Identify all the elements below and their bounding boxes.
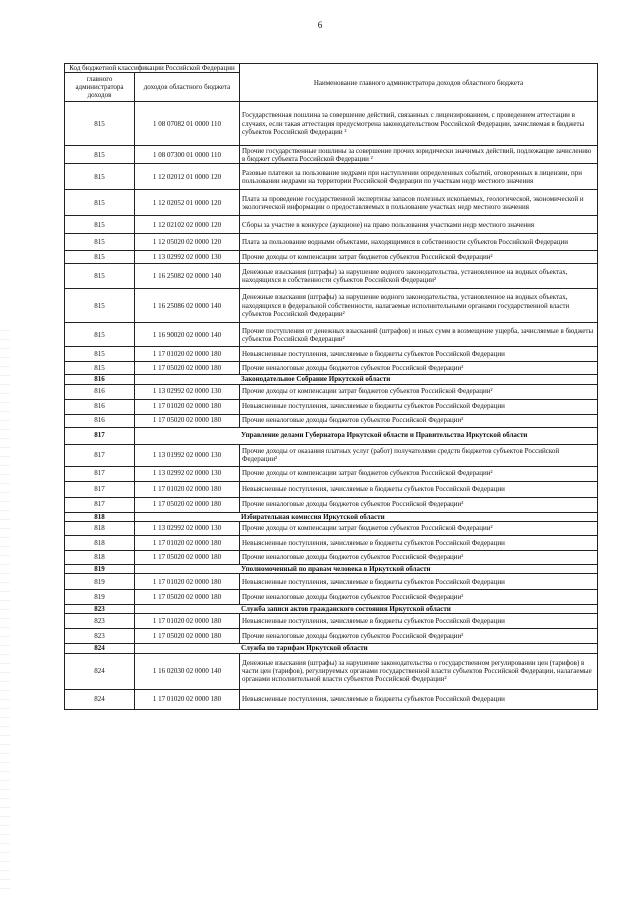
table-row bbox=[65, 590, 598, 605]
admin-code-cell: 823 bbox=[65, 605, 135, 614]
table-row bbox=[65, 146, 598, 164]
table-row bbox=[65, 234, 598, 251]
income-name-cell: Прочие неналоговые доходы бюджетов субъектов Российской Федерации² bbox=[240, 629, 598, 644]
table-row bbox=[65, 550, 598, 564]
income-code-cell: 1 17 05020 02 0000 180 bbox=[135, 550, 240, 564]
table-row bbox=[65, 323, 598, 347]
admin-code-cell: 815 bbox=[65, 102, 135, 146]
income-code-cell: 1 13 02992 02 0000 130 bbox=[135, 251, 240, 264]
admin-code-cell: 824 bbox=[65, 644, 135, 653]
admin-code-cell: 815 bbox=[65, 234, 135, 251]
income-name-cell: Прочие неналоговые доходы бюджетов субъектов Российской Федерации² bbox=[240, 362, 598, 375]
admin-code-cell: 816 bbox=[65, 414, 135, 427]
admin-code-cell: 815 bbox=[65, 251, 135, 264]
income-name-cell: Прочие доходы от компенсации затрат бюджетов субъектов Российской Федерации² bbox=[240, 384, 598, 399]
admin-code-cell: 815 bbox=[65, 146, 135, 164]
section-row bbox=[65, 427, 598, 444]
table-row bbox=[65, 497, 598, 512]
admin-code-cell: 818 bbox=[65, 535, 135, 550]
income-name-cell: Прочие государственные пошлины за совершение прочих юридически значимых действий, подлежащие зачислению в бюджет субъекта Российской Федерации ² bbox=[240, 146, 598, 164]
admin-code-cell: 816 bbox=[65, 384, 135, 399]
income-code-cell: 1 16 25082 02 0000 140 bbox=[135, 264, 240, 289]
income-code-cell: 1 13 02992 02 0000 130 bbox=[135, 521, 240, 535]
income-name-cell: Денежные взыскания (штрафы) за нарушение водного законодательства, установленное на водных объектах, находящихся в федеральной собственности, налагаемые исполнительными органами государственной власти субъектов Российской Федерации² bbox=[240, 289, 598, 323]
admin-code-cell: 818 bbox=[65, 550, 135, 564]
section-row bbox=[65, 564, 598, 573]
budget-classification-table bbox=[64, 63, 598, 710]
income-code-cell: 1 16 02030 02 0000 140 bbox=[135, 653, 240, 689]
admin-code-cell: 817 bbox=[65, 427, 135, 444]
income-name-cell: Невыясненные поступления, зачисляемые в бюджеты субъектов Российской Федерации bbox=[240, 481, 598, 497]
table-row bbox=[65, 414, 598, 427]
income-code-cell: 1 17 05020 02 0000 180 bbox=[135, 362, 240, 375]
page-number: 6 bbox=[317, 20, 323, 30]
section-title-cell: Служба записи актов гражданского состояния Иркутской области bbox=[135, 605, 598, 614]
income-code-cell: 1 17 01020 02 0000 180 bbox=[135, 399, 240, 414]
section-title-cell: Законодательное Собрание Иркутской области bbox=[135, 375, 598, 384]
table-row bbox=[65, 102, 598, 146]
table-row bbox=[65, 689, 598, 709]
table-row bbox=[65, 347, 598, 362]
table-row bbox=[65, 653, 598, 689]
admin-code-cell: 815 bbox=[65, 323, 135, 347]
table-row bbox=[65, 264, 598, 289]
admin-code-cell: 815 bbox=[65, 289, 135, 323]
income-name-cell: Прочие доходы от оказания платных услуг (работ) получателями средств бюджетов субъектов Российской Федерации² bbox=[240, 444, 598, 466]
income-name-cell: Невыясненные поступления, зачисляемые в бюджеты субъектов Российской Федерации bbox=[240, 347, 598, 362]
income-code-cell: 1 08 07082 01 0000 110 bbox=[135, 102, 240, 146]
section-title-cell: Служба по тарифам Иркутской области bbox=[135, 644, 598, 653]
section-title-cell: Уполномоченный по правам человека в Иркутской области bbox=[135, 564, 598, 573]
income-code-cell: 1 17 01020 02 0000 180 bbox=[135, 481, 240, 497]
admin-code-cell: 823 bbox=[65, 629, 135, 644]
income-name-cell: Прочие поступления от денежных взысканий (штрафов) и иных сумм в возмещение ущерба, зачисляемые в бюджеты субъектов Российской Федерации² bbox=[240, 323, 598, 347]
income-name-cell: Невыясненные поступления, зачисляемые в бюджеты субъектов Российской Федерации bbox=[240, 399, 598, 414]
table-row bbox=[65, 444, 598, 466]
table-row bbox=[65, 614, 598, 629]
income-name-cell: Невыясненные поступления, зачисляемые в бюджеты субъектов Российской Федерации bbox=[240, 689, 598, 709]
income-name-cell: Невыясненные поступления, зачисляемые в бюджеты субъектов Российской Федерации bbox=[240, 614, 598, 629]
section-row bbox=[65, 644, 598, 653]
income-code-cell: 1 12 05020 02 0000 120 bbox=[135, 234, 240, 251]
admin-code-cell: 819 bbox=[65, 574, 135, 590]
income-name-cell: Денежные взыскания (штрафы) за нарушение законодательства о государственном регулировании цен (тарифов) в части цен (тарифов), регулируемых органами государственной власти субъектов Российской Федерации, налагаемые органами исполнительной власти субъектов Российской Федерации² bbox=[240, 653, 598, 689]
admin-code-cell: 817 bbox=[65, 466, 135, 481]
income-name-cell: Прочие неналоговые доходы бюджетов субъектов Российской Федерации² bbox=[240, 550, 598, 564]
header-administrator-name: Наименование главного администратора доходов областного бюджета bbox=[240, 64, 598, 102]
income-code-cell: 1 17 01020 02 0000 180 bbox=[135, 347, 240, 362]
income-name-cell: Государственная пошлина за совершение действий, связанных с лицензированием, с проведением аттестации в случаях, если такая аттестация предусмотрена законодательством Российской Федерации, зачисляемая в бюджеты субъектов Российской Федерации ² bbox=[240, 102, 598, 146]
table-row bbox=[65, 535, 598, 550]
section-row bbox=[65, 375, 598, 384]
admin-code-cell: 815 bbox=[65, 264, 135, 289]
admin-code-cell: 816 bbox=[65, 399, 135, 414]
section-title-cell: Избирательная комиссия Иркутской области bbox=[135, 512, 598, 521]
income-code-cell: 1 17 05020 02 0000 180 bbox=[135, 629, 240, 644]
income-name-cell: Прочие неналоговые доходы бюджетов субъектов Российской Федерации² bbox=[240, 497, 598, 512]
section-title-cell: Управление делами Губернатора Иркутской области и Правительства Иркутской области bbox=[135, 427, 598, 444]
table-row bbox=[65, 289, 598, 323]
income-name-cell: Прочие доходы от компенсации затрат бюджетов субъектов Российской Федерации² bbox=[240, 251, 598, 264]
income-code-cell: 1 16 25086 02 0000 140 bbox=[135, 289, 240, 323]
income-code-cell: 1 12 02012 01 0000 120 bbox=[135, 164, 240, 190]
income-name-cell: Прочие неналоговые доходы бюджетов субъектов Российской Федерации² bbox=[240, 590, 598, 605]
income-name-cell: Невыясненные поступления, зачисляемые в бюджеты субъектов Российской Федерации bbox=[240, 535, 598, 550]
table-row bbox=[65, 216, 598, 234]
section-row bbox=[65, 512, 598, 521]
admin-code-cell: 815 bbox=[65, 164, 135, 190]
income-code-cell: 1 08 07300 01 0000 110 bbox=[135, 146, 240, 164]
admin-code-cell: 815 bbox=[65, 190, 135, 216]
header-admin-code: главного администратора доходов bbox=[65, 73, 135, 102]
header-classification-code: Код бюджетной классификации Российской Федерации bbox=[65, 64, 240, 73]
admin-code-cell: 817 bbox=[65, 497, 135, 512]
table-row bbox=[65, 164, 598, 190]
income-code-cell: 1 13 02992 02 0000 130 bbox=[135, 384, 240, 399]
admin-code-cell: 824 bbox=[65, 653, 135, 689]
income-code-cell: 1 17 05020 02 0000 180 bbox=[135, 497, 240, 512]
table-row bbox=[65, 574, 598, 590]
income-name-cell: Сборы за участие в конкурсе (аукционе) на право пользования участками недр местного значения bbox=[240, 216, 598, 234]
income-code-cell: 1 12 02102 02 0000 120 bbox=[135, 216, 240, 234]
admin-code-cell: 815 bbox=[65, 347, 135, 362]
table-row bbox=[65, 399, 598, 414]
income-name-cell: Денежные взыскания (штрафы) за нарушение водного законодательства, установленное на водных объектах, находящихся в собственности субъектов Российской Федерации² bbox=[240, 264, 598, 289]
income-code-cell: 1 13 02992 02 0000 130 bbox=[135, 466, 240, 481]
table-body bbox=[65, 102, 598, 709]
income-code-cell: 1 16 90020 02 0000 140 bbox=[135, 323, 240, 347]
income-name-cell: Прочие неналоговые доходы бюджетов субъектов Российской Федерации² bbox=[240, 414, 598, 427]
admin-code-cell: 823 bbox=[65, 614, 135, 629]
admin-code-cell: 819 bbox=[65, 564, 135, 573]
income-name-cell: Прочие доходы от компенсации затрат бюджетов субъектов Российской Федерации² bbox=[240, 521, 598, 535]
income-name-cell: Плата за пользование водными объектами, находящимися в собственности субъектов Российской Федерации bbox=[240, 234, 598, 251]
table-row bbox=[65, 466, 598, 481]
income-code-cell: 1 17 05020 02 0000 180 bbox=[135, 414, 240, 427]
table-row bbox=[65, 251, 598, 264]
income-code-cell: 1 17 01020 02 0000 180 bbox=[135, 535, 240, 550]
admin-code-cell: 815 bbox=[65, 216, 135, 234]
table-row bbox=[65, 629, 598, 644]
admin-code-cell: 818 bbox=[65, 521, 135, 535]
income-code-cell: 1 17 05020 02 0000 180 bbox=[135, 590, 240, 605]
admin-code-cell: 817 bbox=[65, 444, 135, 466]
admin-code-cell: 824 bbox=[65, 689, 135, 709]
income-name-cell: Разовые платежи за пользование недрами при наступлении определенных событий, оговоренных в лицензии, при пользовании недрами на территории Российской Федерации по участкам недр местного значения bbox=[240, 164, 598, 190]
income-code-cell: 1 17 01020 02 0000 180 bbox=[135, 614, 240, 629]
income-name-cell: Плата за проведение государственной экспертизы запасов полезных ископаемых, геологической, экономической и экологической информации о предоставляемых в пользование участках недр местного значения bbox=[240, 190, 598, 216]
scan-edge bbox=[0, 330, 10, 890]
admin-code-cell: 817 bbox=[65, 481, 135, 497]
admin-code-cell: 819 bbox=[65, 590, 135, 605]
table-row bbox=[65, 190, 598, 216]
income-name-cell: Невыясненные поступления, зачисляемые в бюджеты субъектов Российской Федерации bbox=[240, 574, 598, 590]
header-income-code: доходов областного бюджета bbox=[135, 73, 240, 102]
income-name-cell: Прочие доходы от компенсации затрат бюджетов субъектов Российской Федерации² bbox=[240, 466, 598, 481]
table-row bbox=[65, 384, 598, 399]
admin-code-cell: 816 bbox=[65, 375, 135, 384]
income-code-cell: 1 13 01992 02 0000 130 bbox=[135, 444, 240, 466]
table-row bbox=[65, 481, 598, 497]
section-row bbox=[65, 605, 598, 614]
income-code-cell: 1 17 01020 02 0000 180 bbox=[135, 574, 240, 590]
admin-code-cell: 815 bbox=[65, 362, 135, 375]
income-code-cell: 1 12 02052 01 0000 120 bbox=[135, 190, 240, 216]
table-row bbox=[65, 362, 598, 375]
income-code-cell: 1 17 01020 02 0000 180 bbox=[135, 689, 240, 709]
admin-code-cell: 818 bbox=[65, 512, 135, 521]
table-row bbox=[65, 521, 598, 535]
